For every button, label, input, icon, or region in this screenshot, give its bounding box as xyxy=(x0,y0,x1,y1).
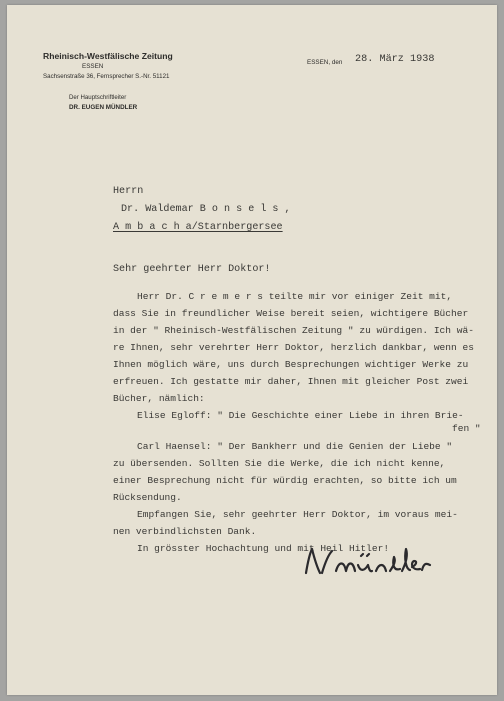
body-line: einer Besprechung nicht für würdig erachten, so bitte ich um xyxy=(113,475,457,486)
body-line: Herr Dr. C r e m e r s teilte mir vor einiger Zeit mit, xyxy=(137,291,453,302)
letterhead-newspaper-name: Rheinisch-Westfälische Zeitung xyxy=(43,51,173,61)
body-line: Rücksendung. xyxy=(113,492,182,503)
salutation: Sehr geehrter Herr Doktor! xyxy=(113,264,271,275)
letterhead-address: Sachsenstraße 36, Fernsprecher S.-Nr. 51121 xyxy=(43,73,170,80)
body-line: dass Sie in freundlicher Weise bereit seien, wichtigere Bücher xyxy=(113,308,469,319)
body-line: In grösster Hochachtung und mit Heil Hitler! xyxy=(137,543,390,554)
body-line: Elise Egloff: " Die Geschichte einer Liebe in ihren Brie- xyxy=(137,410,464,421)
letterhead-city: ESSEN xyxy=(82,63,104,70)
letter-page xyxy=(7,5,497,695)
body-line: Bücher, nämlich: xyxy=(113,393,205,404)
body-line: re Ihnen, sehr verehrter Herr Doktor, herzlich dankbar, wenn es xyxy=(113,342,474,353)
body-line: Empfangen Sie, sehr geehrter Herr Doktor, im voraus mei- xyxy=(137,509,458,520)
body-line: Ihnen möglich wäre, uns durch Besprechungen wichtiger Werke zu xyxy=(113,359,469,370)
handwritten-signature xyxy=(298,543,478,583)
body-line: Carl Haensel: " Der Bankherr und die Genien der Liebe " xyxy=(137,441,453,452)
signature-drawing xyxy=(298,543,478,583)
body-line: erfreuen. Ich gestatte mir daher, Ihnen mit gleicher Post zwei xyxy=(113,376,469,387)
recipient-line-3: A m b a c h a/Starnbergersee xyxy=(113,222,283,233)
letterhead-role: Der Hauptschriftleiter xyxy=(69,94,127,101)
body-line: zu übersenden. Sollten Sie die Werke, die ich nicht kenne, xyxy=(113,458,446,469)
body-line: nen verbindlichsten Dank. xyxy=(113,526,257,537)
dateline-date: 28. März 1938 xyxy=(355,54,435,65)
dateline-place: ESSEN, den xyxy=(307,59,343,66)
body-line: in der " Rheinisch-Westfälischen Zeitung " zu würdigen. Ich wä- xyxy=(113,325,474,336)
recipient-line-1: Herrn xyxy=(113,186,144,197)
letterhead-editor: DR. EUGEN MÜNDLER xyxy=(69,104,138,111)
recipient-line-2: Dr. Waldemar B o n s e l s , xyxy=(121,204,291,215)
body-line: fen " xyxy=(452,423,481,434)
